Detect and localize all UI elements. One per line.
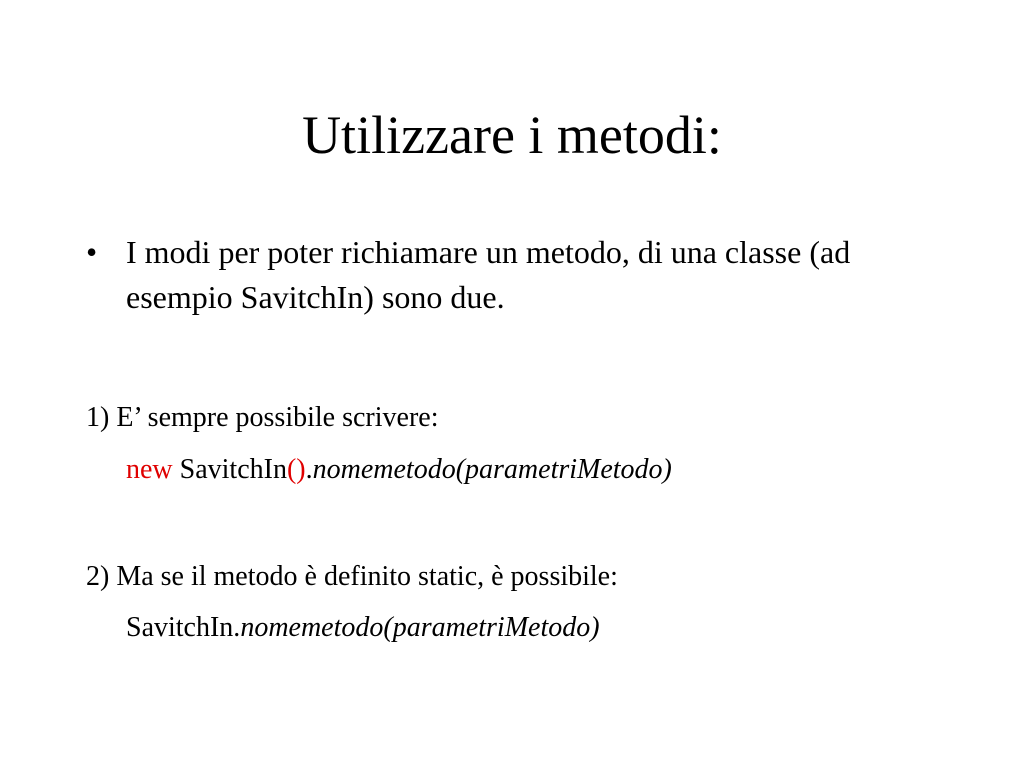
slide-title: Utilizzare i metodi: <box>302 105 722 165</box>
code-class-prefix: SavitchIn. <box>126 612 241 643</box>
code-class-name: SavitchIn <box>172 454 287 485</box>
code-constructor-parens: () <box>286 454 306 485</box>
point-2-text: 2) Ma se il metodo è definito static, è possibile: <box>86 561 618 592</box>
code-static-method-call: nomemetodo(parametriMetodo) <box>240 612 600 643</box>
code-keyword-new: new <box>126 454 173 485</box>
code-dot: . <box>305 454 313 485</box>
code-method-call: nomemetodo(parametriMetodo) <box>312 454 672 485</box>
point-2-code <box>126 608 600 648</box>
bullet-text: I modi per poter richiamare un metodo, di una classe (ad esempio SavitchIn) sono due. <box>126 234 851 315</box>
bullet-icon: • <box>86 234 98 270</box>
point-1-text: 1) E’ sempre possibile scrivere: <box>86 402 439 433</box>
point-1-code <box>126 450 672 490</box>
